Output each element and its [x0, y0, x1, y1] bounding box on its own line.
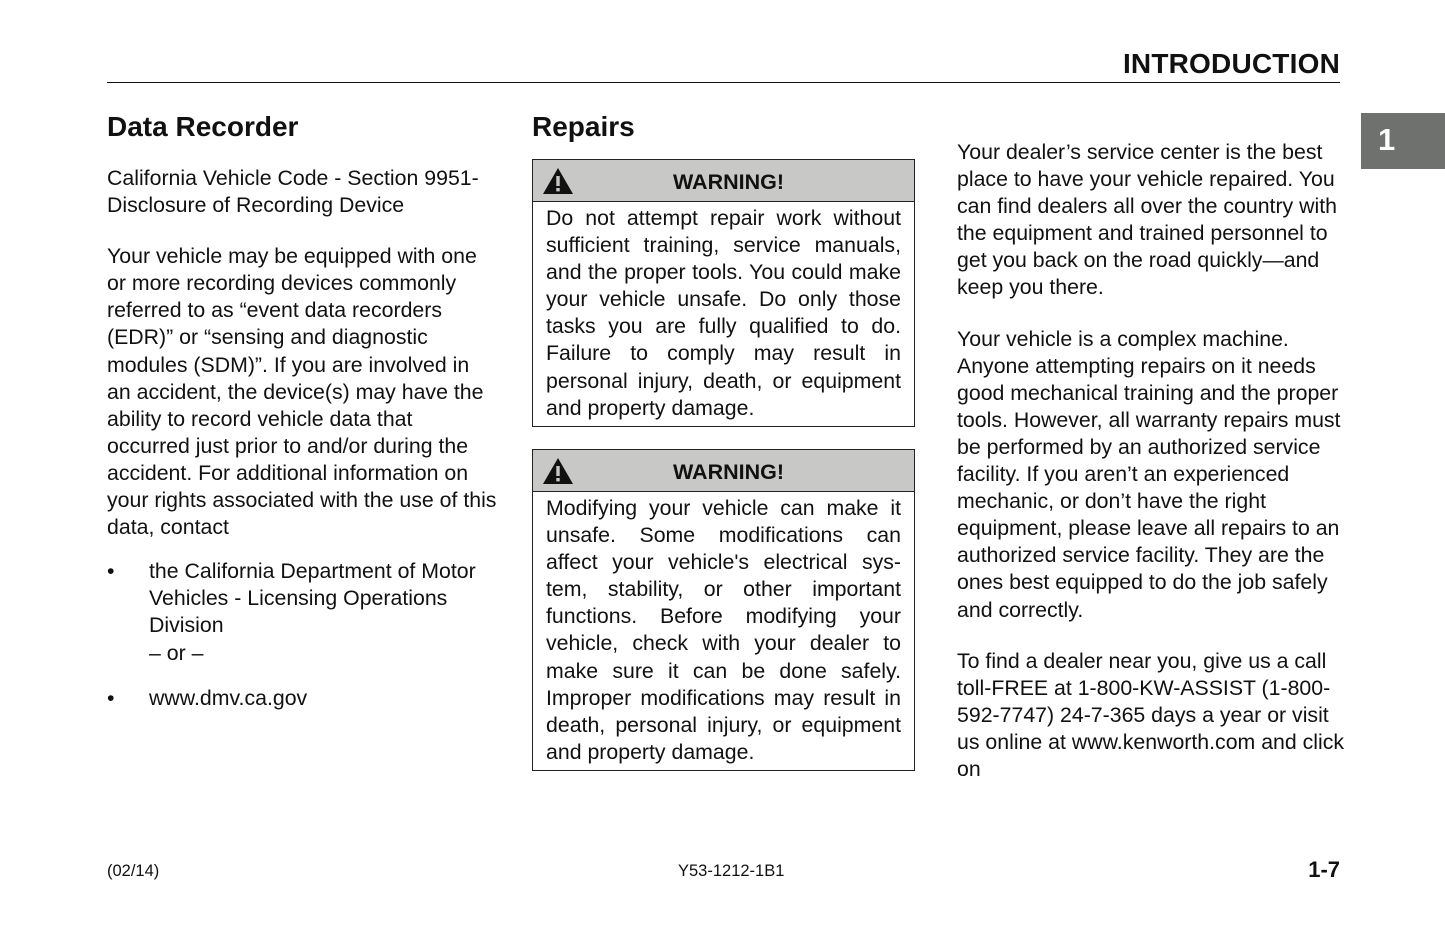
data-recorder-heading: Data Recorder — [107, 111, 299, 142]
warning-header — [533, 450, 914, 492]
footer-date: (02/14) — [107, 862, 160, 880]
complex-machine-paragraph: Your vehicle is a complex machine. Anyone attempting repairs on it needs good mechanical training and the proper tools. However, all warranty repairs must be performed by an authorized service facility. If you aren’t an experienced mechanic, or don’t have the right equipment, please leave all repairs to an authorized service facility. They are the ones best equipped to do the job safely and correctly. — [957, 326, 1341, 622]
list-item — [107, 685, 502, 712]
bullet-icon: • — [107, 559, 115, 584]
list-item-text: the California Department of Motor Vehicles - Licensing Operations Division — [149, 559, 476, 638]
warning-title: WARNING! — [672, 460, 785, 484]
chapter-tab — [1361, 113, 1445, 169]
data-recorder-section — [107, 111, 502, 730]
warning-body: Do not attempt repair work without sufficient training, service manuals, and the proper tools. You could make your vehicle unsafe. Do only those tasks you are fully qualified to do. Failure to comply may result in personal injury, death, or equipment and property damage. — [546, 206, 901, 420]
contact-list — [107, 558, 502, 711]
warning-body: Modifying your vehicle can make it unsafe. Some modifications can affect your vehicle's electrical sys-tem, stability, or other important functions. Before modifying your vehicle, check with your dealer to make sure it can be done safely. Improper modifications may result in death, personal injury, or equipment and property damage. — [546, 496, 901, 764]
warning-header — [533, 160, 914, 202]
section-title: INTRODUCTION — [1122, 48, 1340, 79]
list-item-separator: – or – — [149, 640, 204, 665]
data-recorder-body: Your vehicle may be equipped with one or more recording devices commonly referred to as “event data recorders (EDR)” or “sensing and diagnostic modules (SDM)”. If you are involved in an accident, the device(s) may have the ability to record vehicle data that occurred just prior to and/or during the accident. For additional information on your rights associated with the use of this data, contact — [107, 244, 497, 540]
data-recorder-subtitle: California Vehicle Code - Section 9951- Disclosure of Recording Device — [107, 166, 479, 218]
find-dealer-paragraph: To find a dealer near you, give us a call toll-FREE at 1-800-KW-ASSIST (1-800-592-7747) 24-7-365 days a year or visit us online at www.kenworth.com and click on — [957, 648, 1345, 781]
warning-box-modification — [532, 449, 915, 771]
dealer-service-section — [957, 139, 1347, 783]
list-item — [107, 558, 502, 666]
repairs-section — [532, 111, 915, 143]
section-header — [107, 44, 1340, 83]
footer-doc-code: Y53-1212-1B1 — [678, 862, 785, 880]
warning-box-repair — [532, 159, 915, 427]
dmv-link[interactable]: www.dmv.ca.gov — [149, 685, 308, 710]
dealer-paragraph: Your dealer’s service center is the best place to have your vehicle repaired. You can find dealers all over the country with the equipment and trained personnel to get you back on the road quickly—and keep you there. — [957, 140, 1337, 300]
bullet-icon: • — [107, 685, 115, 710]
warning-title: WARNING! — [672, 170, 785, 194]
repairs-heading: Repairs — [532, 111, 635, 142]
page-number: 1-7 — [1308, 857, 1340, 882]
chapter-tab-number: 1 — [1378, 122, 1396, 157]
